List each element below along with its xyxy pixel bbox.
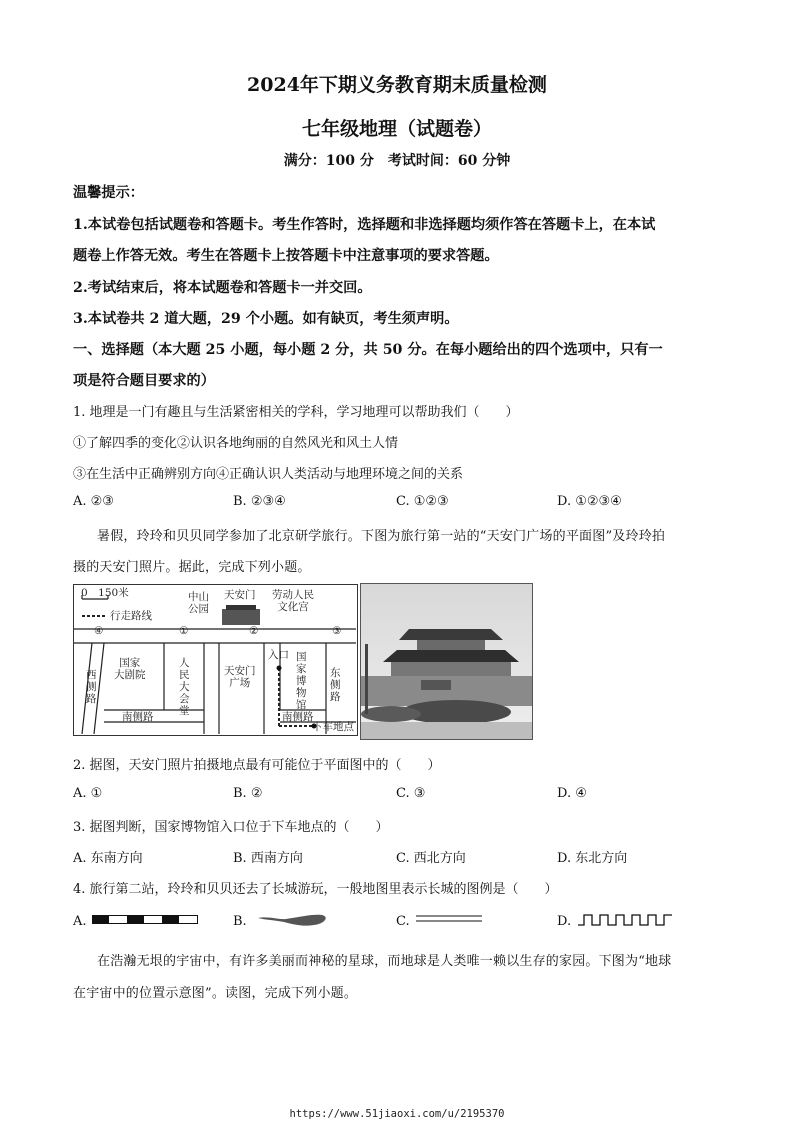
notice-item1-line2: 题卷上作答无效。考生在答题卡上按答题卡中注意事项的要求答题。 xyxy=(73,248,499,264)
notice-item1-line1: 1.本试卷包括试题卷和答题卡。考生作答时，选择题和非选择题均须作答在答题卡上，在本试 xyxy=(73,217,656,233)
q1-statement-2: ③在生活中正确辨别方向④正确认识人类活动与地理环境之间的关系 xyxy=(73,467,464,482)
passage1-line2: 摄的天安门照片。据此，完成下列小题。 xyxy=(73,560,311,575)
q3-stem: 3. 据图判断，国家博物馆入口位于下车地点的（ ） xyxy=(73,820,389,835)
q3-option-b: B. 西南方向 xyxy=(233,851,303,866)
q2-stem: 2. 据图，天安门照片拍摄地点最有可能位于平面图中的（ ） xyxy=(73,758,441,773)
q3-option-d: D. 东北方向 xyxy=(557,851,628,866)
q3-option-a: A. 东南方向 xyxy=(73,851,143,866)
q4-stem: 4. 旅行第二站，玲玲和贝贝还去了长城游玩，一般地图里表示长城的图例是（ ） xyxy=(73,882,558,897)
notice-item3: 3.本试卷共 2 道大题，29 个小题。如有缺页，考生须声明。 xyxy=(73,311,459,327)
tiananmen-photo-image xyxy=(361,584,532,739)
q2-option-a: A. ① xyxy=(73,786,103,801)
map-mark-3: ③ xyxy=(332,625,342,637)
q2-option-d: D. ④ xyxy=(557,786,587,801)
exam-title: 2024年下期义务教育期末质量检测 xyxy=(247,74,547,96)
q4-option-b: B. xyxy=(233,914,247,929)
q3-option-c: C. 西北方向 xyxy=(396,851,466,866)
q1-statement-1: ①了解四季的变化②认识各地绚丽的自然风光和风土人情 xyxy=(73,436,399,451)
exam-subtitle: 七年级地理（试题卷） xyxy=(301,118,492,140)
tiananmen-photo xyxy=(360,583,533,740)
great-wall-symbol-icon xyxy=(578,912,672,926)
q1-stem: 1. 地理是一门有趣且与生活紧密相关的学科，学习地理可以帮助我们（ ） xyxy=(73,405,519,420)
notice-heading: 温馨提示： xyxy=(73,185,144,201)
map-dropoff: 下车地点 xyxy=(312,721,354,733)
q1-option-b: B. ②③④ xyxy=(233,494,286,509)
q2-option-b: B. ② xyxy=(233,786,263,801)
map-zhongshan-park: 中山 公园 xyxy=(188,591,209,615)
map-museum: 国 家 博 物 馆 xyxy=(296,651,307,711)
map-nance-road-right: 南侧路 xyxy=(282,711,314,723)
map-mark-4: ④ xyxy=(94,625,104,637)
passage2-line1: 在浩瀚无垠的宇宙中，有许多美丽而神秘的星球，而地球是人类唯一赖以生存的家园。下图为“地球 xyxy=(97,954,672,969)
q4-option-a: A. xyxy=(73,914,87,929)
map-nance-road-left: 南侧路 xyxy=(122,711,154,723)
map-mark-1: ① xyxy=(179,625,189,637)
map-square: 天安门 广场 xyxy=(224,665,256,689)
map-xice-road: 西 侧 路 xyxy=(86,669,97,705)
exam-meta: 满分：100 分 考试时间：60 分钟 xyxy=(283,153,511,169)
q1-option-a: A. ②③ xyxy=(73,494,114,509)
passage2-line2: 在宇宙中的位置示意图”。读图，完成下列小题。 xyxy=(73,986,358,1001)
passage1-line1: 暑假，玲玲和贝贝同学参加了北京研学旅行。下图为旅行第一站的“天安门广场的平面图”及玲玲拍 xyxy=(97,529,666,544)
q4-option-c: C. xyxy=(396,914,410,929)
q1-option-d: D. ①②③④ xyxy=(557,494,622,509)
q4-option-d: D. xyxy=(557,914,572,929)
railway-symbol-icon xyxy=(92,912,198,926)
map-route-legend: 行走路线 xyxy=(110,610,152,622)
map-mark-2: ② xyxy=(249,625,259,637)
q2-option-c: C. ③ xyxy=(396,786,426,801)
tiananmen-square-map xyxy=(73,584,358,736)
map-entrance: 入口 xyxy=(268,649,289,661)
lake-symbol-icon xyxy=(256,912,330,926)
section1-heading-line2: 项是符合题目要求的） xyxy=(73,373,215,389)
map-culture-palace: 劳动人民 文化宫 xyxy=(272,589,314,613)
map-great-hall: 人 民 大 会 堂 xyxy=(179,657,190,717)
map-national-theater: 国家 大剧院 xyxy=(114,657,146,681)
section1-heading-line1: 一、选择题（本大题 25 小题，每小题 2 分，共 50 分。在每小题给出的四个选项中，只有一 xyxy=(73,342,663,358)
footer-url: https://www.51jiaoxi.com/u/2195370 xyxy=(289,1108,505,1120)
q1-option-c: C. ①②③ xyxy=(396,494,449,509)
double-line-symbol-icon xyxy=(416,912,482,926)
map-scale: 0 150米 xyxy=(81,587,129,599)
map-tiananmen: 天安门 xyxy=(224,589,256,601)
map-dongce-road: 东 侧 路 xyxy=(330,667,341,703)
notice-item2: 2.考试结束后，将本试题卷和答题卡一并交回。 xyxy=(73,280,372,296)
